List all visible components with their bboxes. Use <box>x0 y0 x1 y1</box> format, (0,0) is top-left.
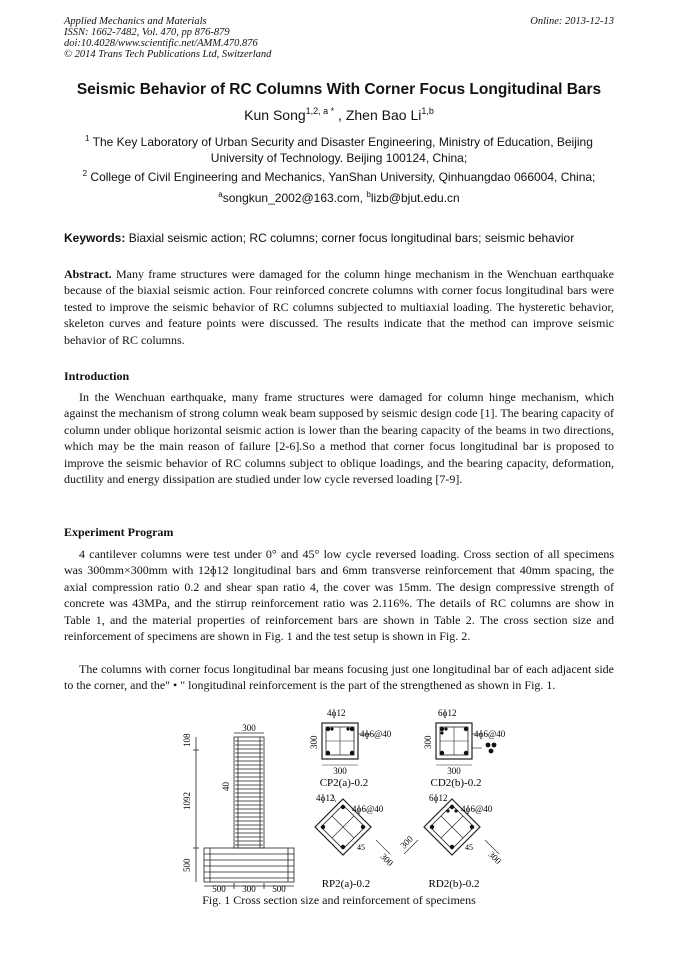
elev-dim-500: 500 <box>182 858 192 872</box>
abstract-label: Abstract. <box>64 267 112 281</box>
reinforcement-figure <box>176 705 516 893</box>
abstract-text: Many frame structures were damaged for the column hinge mechanism in the Wenchuan earthquake because of the biaxial seismic action. Four reinforced concrete columns with corner focus longitudinal bars were tested to improve the seismic behavior of RC columns subjected to multiaxial loading. The hysteretic behavior, skeleton curves and feature points were discussed. The results indicate that the method can improve seismic behavior of RC columns. <box>64 267 614 347</box>
author-separator: , <box>334 107 346 123</box>
abstract <box>64 266 614 348</box>
elev-bottom-dim-left: 500 <box>212 884 226 893</box>
column-elevation <box>193 733 294 889</box>
keywords-label: Keywords: <box>64 231 126 245</box>
cp-dim-side: 300 <box>309 735 319 749</box>
author-2-affil: 1,b <box>421 106 434 116</box>
email-a-marker: a <box>218 190 223 199</box>
author-1: Kun Song <box>244 107 306 123</box>
author-1-affil: 1,2, a * <box>305 106 335 116</box>
journal-name: Applied Mechanics and Materials <box>64 16 207 27</box>
elev-dim-108: 108 <box>182 733 192 747</box>
rp-caption: RP2(a)-0.2 <box>321 878 371 890</box>
elev-bottom-dim-mid: 300 <box>242 884 256 893</box>
introduction-paragraph: In the Wenchuan earthquake, many frame structures were damaged for column hinge mechanism, which against the mechanism of strong column weak beam supposed by seismic design code [1]. The bearing capacity of column under oblique horizontal seismic action is lower than the bearing capacity of the beams in two directions, which may be the main reason of failure [2-6].So a method that corner focus longitudinal bar is proposed to improve the seismic behavior of RC columns subject to oblique loadings, and the bearing capacity, deformation, ductility and energy dissipation are studied under low cycle reversed loading [7-9]. <box>64 390 614 487</box>
paper-title: Seismic Behavior of RC Columns With Corner Focus Longitudinal Bars <box>76 81 602 98</box>
cp-caption: CP2(a)-0.2 <box>319 777 369 789</box>
email-a[interactable]: songkun_2002@163.com, <box>222 191 367 205</box>
email-b-marker: b <box>366 190 371 199</box>
experiment-paragraph-2: The columns with corner focus longitudinal bar means focusing just one longitudinal bar of each adjacent side to the corner, and the" • " longitudinal reinforcement is the part of the strengthened as shown in Fig. 1. <box>64 662 614 693</box>
rp-bars-label: 4ɸ12 <box>316 793 335 803</box>
rp-dim-45: 45 <box>357 843 365 852</box>
author-2: Zhen Bao Li <box>345 107 422 123</box>
elev-dim-top: 300 <box>242 723 256 733</box>
rd-caption: RD2(b)-0.2 <box>428 878 480 890</box>
email-line <box>0 190 678 205</box>
issn-line: ISSN: 1662-7482, Vol. 470, pp 876-879 <box>64 27 230 38</box>
cp-dim-bottom: 300 <box>333 766 347 776</box>
rd-dim-side-right: 300 <box>486 849 504 866</box>
cd-caption: CD2(b)-0.2 <box>430 777 482 789</box>
elev-dim-1092: 1092 <box>182 792 192 810</box>
email-b[interactable]: lizb@bjut.edu.cn <box>370 191 460 205</box>
affiliation-2 <box>64 166 614 185</box>
cp-stirrup-label: 4ɸ6@40 <box>360 729 392 739</box>
cd-dim-bottom: 300 <box>447 766 461 776</box>
copyright-line: © 2014 Trans Tech Publications Ltd, Switzerland <box>64 49 272 60</box>
affiliation-1-line1: The Key Laboratory of Urban Security and Disaster Engineering, Ministry of Education, Beijing <box>89 135 593 149</box>
cd-bars-label: 6ɸ12 <box>438 708 457 718</box>
rd-dim-45: 45 <box>465 843 473 852</box>
running-header <box>64 16 271 60</box>
keywords <box>64 231 614 245</box>
experiment-paragraph-1: 4 cantilever columns were test under 0° and 45° low cycle reversed loading. Cross section of all specimens was 300mm×300mm with 12ɸ12 longitudinal bars and 6mm transverse reinforcement that 40mm spacing, the axial compression ratio 0.2 and shear span ratio 4, the cover was 15mm. The design compressive strength of concrete was 43MPa, and the stirrup reinforcement ratio was 2.116%. The details of RC columns are show in Table 1, and the material properties of reinforcement bars are shown in Table 2. The cross section size and reinforcement of specimens are shown in Fig. 1 and the test setup is shown in Fig. 2. <box>64 547 614 644</box>
affiliation-2-text: College of Civil Engineering and Mechanics, YanShan University, Qinhuangdao 066004, China; <box>87 170 596 184</box>
rd-bars-label: 6ɸ12 <box>429 793 448 803</box>
section-heading-experiment: Experiment Program <box>64 525 174 539</box>
rp-stirrup-label: 4ɸ6@40 <box>352 804 384 814</box>
cd-stirrup-label: 4ɸ6@40 <box>474 729 506 739</box>
rp-dim-side: 300 <box>378 851 396 868</box>
author-line <box>0 106 678 123</box>
affiliation-1 <box>64 131 614 166</box>
rd-stirrup-label: 4ɸ6@40 <box>461 804 493 814</box>
elev-bottom-dim-right: 500 <box>272 884 286 893</box>
affiliation-1-line2: University of Technology. Beijing 100124, China; <box>210 151 468 165</box>
figure-caption: Fig. 1 Cross section size and reinforcement of specimens <box>202 893 476 907</box>
doi-line[interactable]: doi:10.4028/www.scientific.net/AMM.470.876 <box>64 38 258 49</box>
online-date: Online: 2013-12-13 <box>530 16 614 27</box>
rd-dim-side-left: 300 <box>398 833 415 851</box>
keywords-text: Biaxial seismic action; RC columns; corner focus longitudinal bars; seismic behavior <box>125 231 575 245</box>
affiliation-2-number: 2 <box>82 169 88 178</box>
cd-dim-side: 300 <box>423 735 433 749</box>
section-heading-introduction: Introduction <box>64 369 130 383</box>
affiliation-1-number: 1 <box>85 134 90 143</box>
cp-bars-label: 4ɸ12 <box>327 708 346 718</box>
elev-dim-40: 40 <box>221 782 231 791</box>
